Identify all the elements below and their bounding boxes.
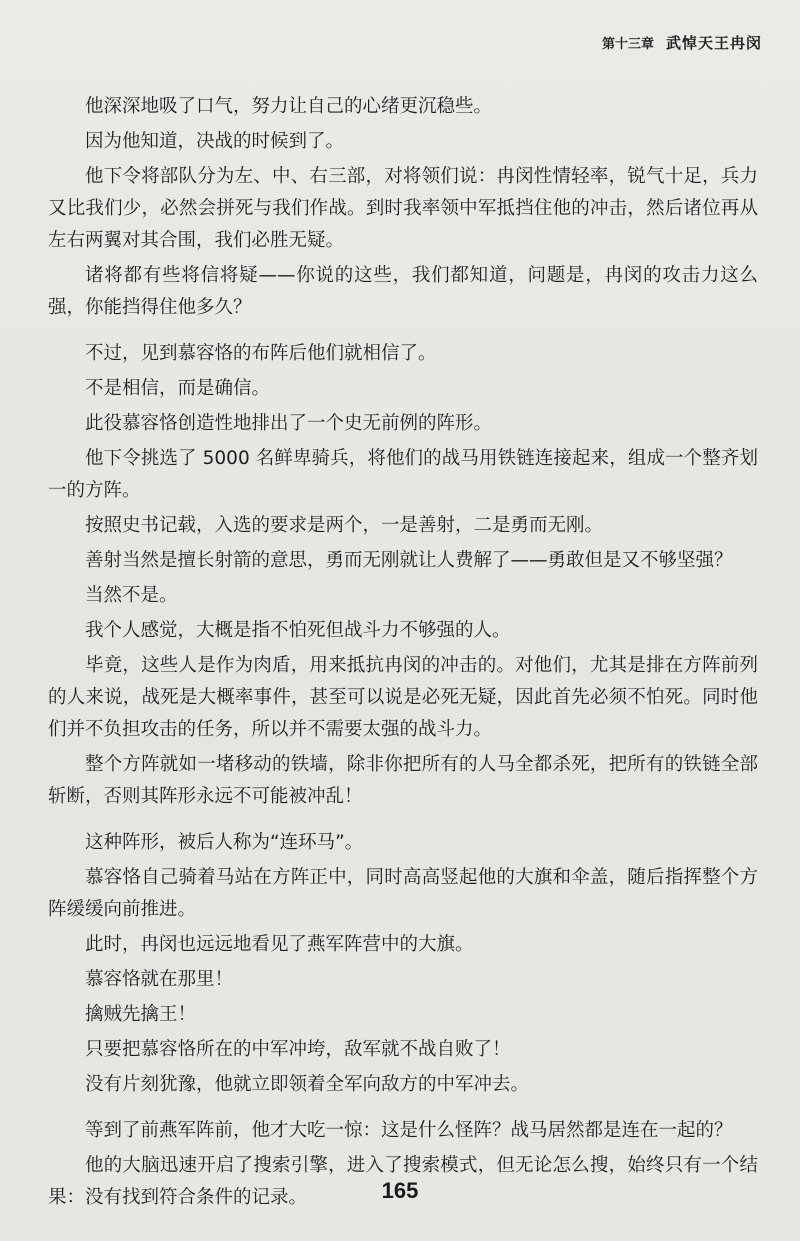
chapter-title: 武悼天王冉闵 [665, 34, 762, 52]
paragraph: 我个人感觉，大概是指不怕死但战斗力不够强的人。 [85, 620, 511, 641]
chapter-label: 第十三章 [601, 37, 654, 52]
paragraph: 不是相信，而是确信。 [85, 378, 271, 399]
paragraph: 他下令挑选了 5000 名鲜卑骑兵，将他们的战马用铁链连接起来，组成一个整齐划一的方阵。 [48, 448, 758, 501]
paragraph: 此时，冉闵也远远地看见了燕军阵营中的大旗。 [85, 934, 474, 955]
paragraph: 诸将都有些将信将疑——你说的这些，我们都知道，问题是，冉闵的攻击力这么强，你能挡得住他多久？ [48, 265, 758, 318]
paragraph: 他下令将部队分为左、中、右三部，对将领们说：冉闵性情轻率，锐气十足，兵力又比我们少，必然会拼死与我们作战。到时我率领中军抵挡住他的冲击，然后诸位再从左右两翼对其合围，我们必胜无疑。 [48, 166, 758, 251]
paragraph: 因为他知道，决战的时候到了。 [85, 131, 345, 152]
paragraph: 善射当然是擅长射箭的意思，勇而无刚就让人费解了——勇敢但是又不够坚强？ [85, 550, 733, 571]
paragraph: 当然不是。 [85, 585, 178, 606]
paragraph: 整个方阵就如一堵移动的铁墙，除非你把所有的人马全都杀死，把所有的铁链全部斩断，否则其阵形永远不可能被冲乱！ [48, 754, 758, 807]
paragraph: 只要把慕容恪所在的中军冲垮，敌军就不战自败了！ [85, 1039, 511, 1060]
paragraph: 按照史书记载，入选的要求是两个，一是善射，二是勇而无刚。 [85, 515, 604, 536]
paragraph: 他的大脑迅速开启了搜索引擎，进入了搜索模式，但无论怎么搜，始终只有一个结果：没有找到符合条件的记录。 [48, 1155, 758, 1208]
paragraph: 慕容恪自己骑着马站在方阵正中，同时高高竖起他的大旗和伞盖，随后指挥整个方阵缓缓向前推进。 [48, 867, 758, 920]
paragraph: 毕竟，这些人是作为肉盾，用来抵抗冉闵的冲击的。对他们，尤其是排在方阵前列的人来说，战死是大概率事件，甚至可以说是必死无疑，因此首先必须不怕死。同时他们并不负担攻击的任务，所以并不需要太强的战斗力。 [48, 655, 758, 740]
paragraph: 等到了前燕军阵前，他才大吃一惊：这是什么怪阵？战马居然都是连在一起的？ [85, 1120, 733, 1141]
paragraph: 擒贼先擒王！ [85, 1004, 197, 1025]
page-number: 165 [381, 1178, 419, 1203]
running-header [602, 32, 762, 53]
paragraph: 此役慕容恪创造性地排出了一个史无前例的阵形。 [85, 413, 493, 434]
paragraph: 这种阵形，被后人称为“连环马”。 [85, 832, 364, 853]
paragraph: 他深深地吸了口气，努力让自己的心绪更沉稳些。 [85, 96, 493, 117]
paragraph: 慕容恪就在那里！ [85, 969, 234, 990]
body-text [48, 91, 758, 1217]
paragraph: 不过，见到慕容恪的布阵后他们就相信了。 [85, 343, 437, 364]
paragraph: 没有片刻犹豫，他就立即领着全军向敌方的中军冲去。 [85, 1074, 530, 1095]
